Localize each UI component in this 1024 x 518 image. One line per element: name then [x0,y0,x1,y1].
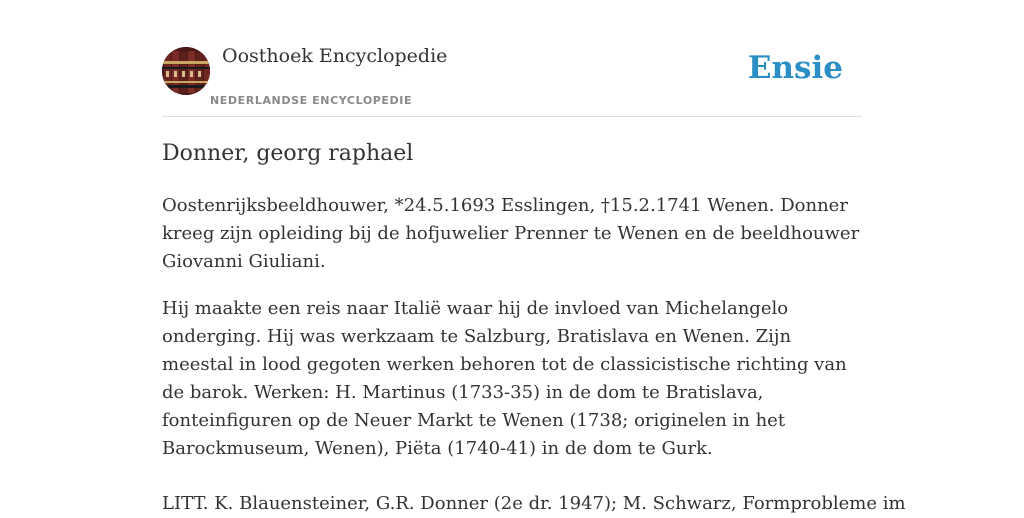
article-paragraph: LITT. K. Blauensteiner, G.R. Donner (2e dr. 1947); M. Schwarz, Formprobleme im [162,493,906,514]
page [162,0,906,514]
article-paragraph: Hij maakte een reis naar Italië waar hij de invloed van Michelangelo onderging. Hij was werkzaam te Salzburg, Bratislava en Wenen. Zijn meestal in lood gegoten werken behoren tot de classicistische richting van de barok. Werken: H. Martinus (1733-35) in de dom te Bratislava, fonteinfiguren op de Neuer Markt te Wenen (1738; originelen in het Barockmuseum, Wenen), Piëta (1740-41) in de dom te Gurk. [162,298,847,459]
site-header [162,0,862,117]
encyclopedia-books-icon[interactable] [162,47,210,95]
site-title[interactable]: Oosthoek Encyclopedie [222,45,448,67]
brand-logo[interactable]: Ensie [747,50,843,86]
article-paragraph: Oostenrijksbeeldhouwer, *24.5.1693 Esslingen, †15.2.1741 Wenen. Donner kreeg zijn opleiding bij de hofjuwelier Prenner te Wenen en de beeldhouwer Giovanni Giuliani. [162,195,860,272]
article-title: Donner, georg raphael [162,141,414,166]
site-subtitle: NEDERLANDSE ENCYCLOPEDIE [210,94,413,107]
